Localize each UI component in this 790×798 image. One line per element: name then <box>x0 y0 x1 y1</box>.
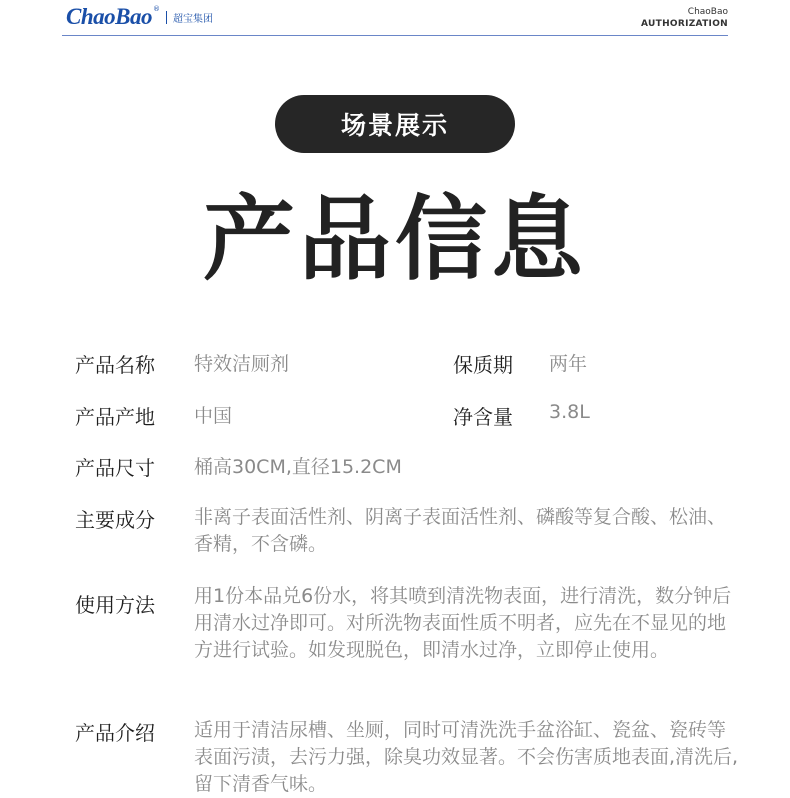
page-title: 产品信息 <box>202 186 587 293</box>
intro-label: 产品介绍 <box>75 721 155 745</box>
product-name-value: 特效洁厕剂 <box>194 353 290 375</box>
shelf-life-label: 保质期 <box>453 353 513 377</box>
intro-value: 适用于清洁尿槽、坐厕，同时可清洗洗手盆浴缸、瓷盆、瓷砖等表面污渍，去污力强，除臭功效显著。不会伤害质地表面,清洗后,留下清香气味。 <box>194 719 739 795</box>
logo-text: ChaoBao <box>66 4 152 29</box>
origin-label: 产品产地 <box>75 405 155 429</box>
size-value: 桶高30CM,直径15.2CM <box>194 456 402 478</box>
registered-mark: ® <box>152 5 160 13</box>
logo-divider <box>166 11 167 24</box>
header-divider <box>62 35 728 36</box>
net-volume-value: 3.8L <box>549 401 590 423</box>
net-volume-label: 净含量 <box>453 405 513 429</box>
authorization-brand: ChaoBao <box>687 7 728 17</box>
usage-value: 用1份本品兑6份水，将其喷到清洗物表面，进行清洗，数分钟后用清水过净即可。对所洗物表面性质不明者，应先在不显见的地方进行试验。如发现脱色，即清水过净，立即停止使用。 <box>194 585 732 661</box>
ingredients-label: 主要成分 <box>75 508 155 532</box>
product-name-label: 产品名称 <box>75 353 155 377</box>
logo-chinese-name: 超宝集团 <box>172 13 213 25</box>
header <box>0 0 790 40</box>
origin-value: 中国 <box>194 405 233 427</box>
authorization-mark <box>641 6 728 30</box>
shelf-life-value: 两年 <box>549 353 588 375</box>
scene-display-banner: 场景展示 <box>275 95 515 153</box>
size-label: 产品尺寸 <box>75 456 155 480</box>
ingredients-value: 非离子表面活性剂、阴离子表面活性剂、磷酸等复合酸、松油、香精，不含磷。 <box>194 506 727 555</box>
authorization-label: AUTHORIZATION <box>641 19 728 29</box>
chaobao-logo <box>66 4 213 30</box>
usage-label: 使用方法 <box>75 593 155 617</box>
